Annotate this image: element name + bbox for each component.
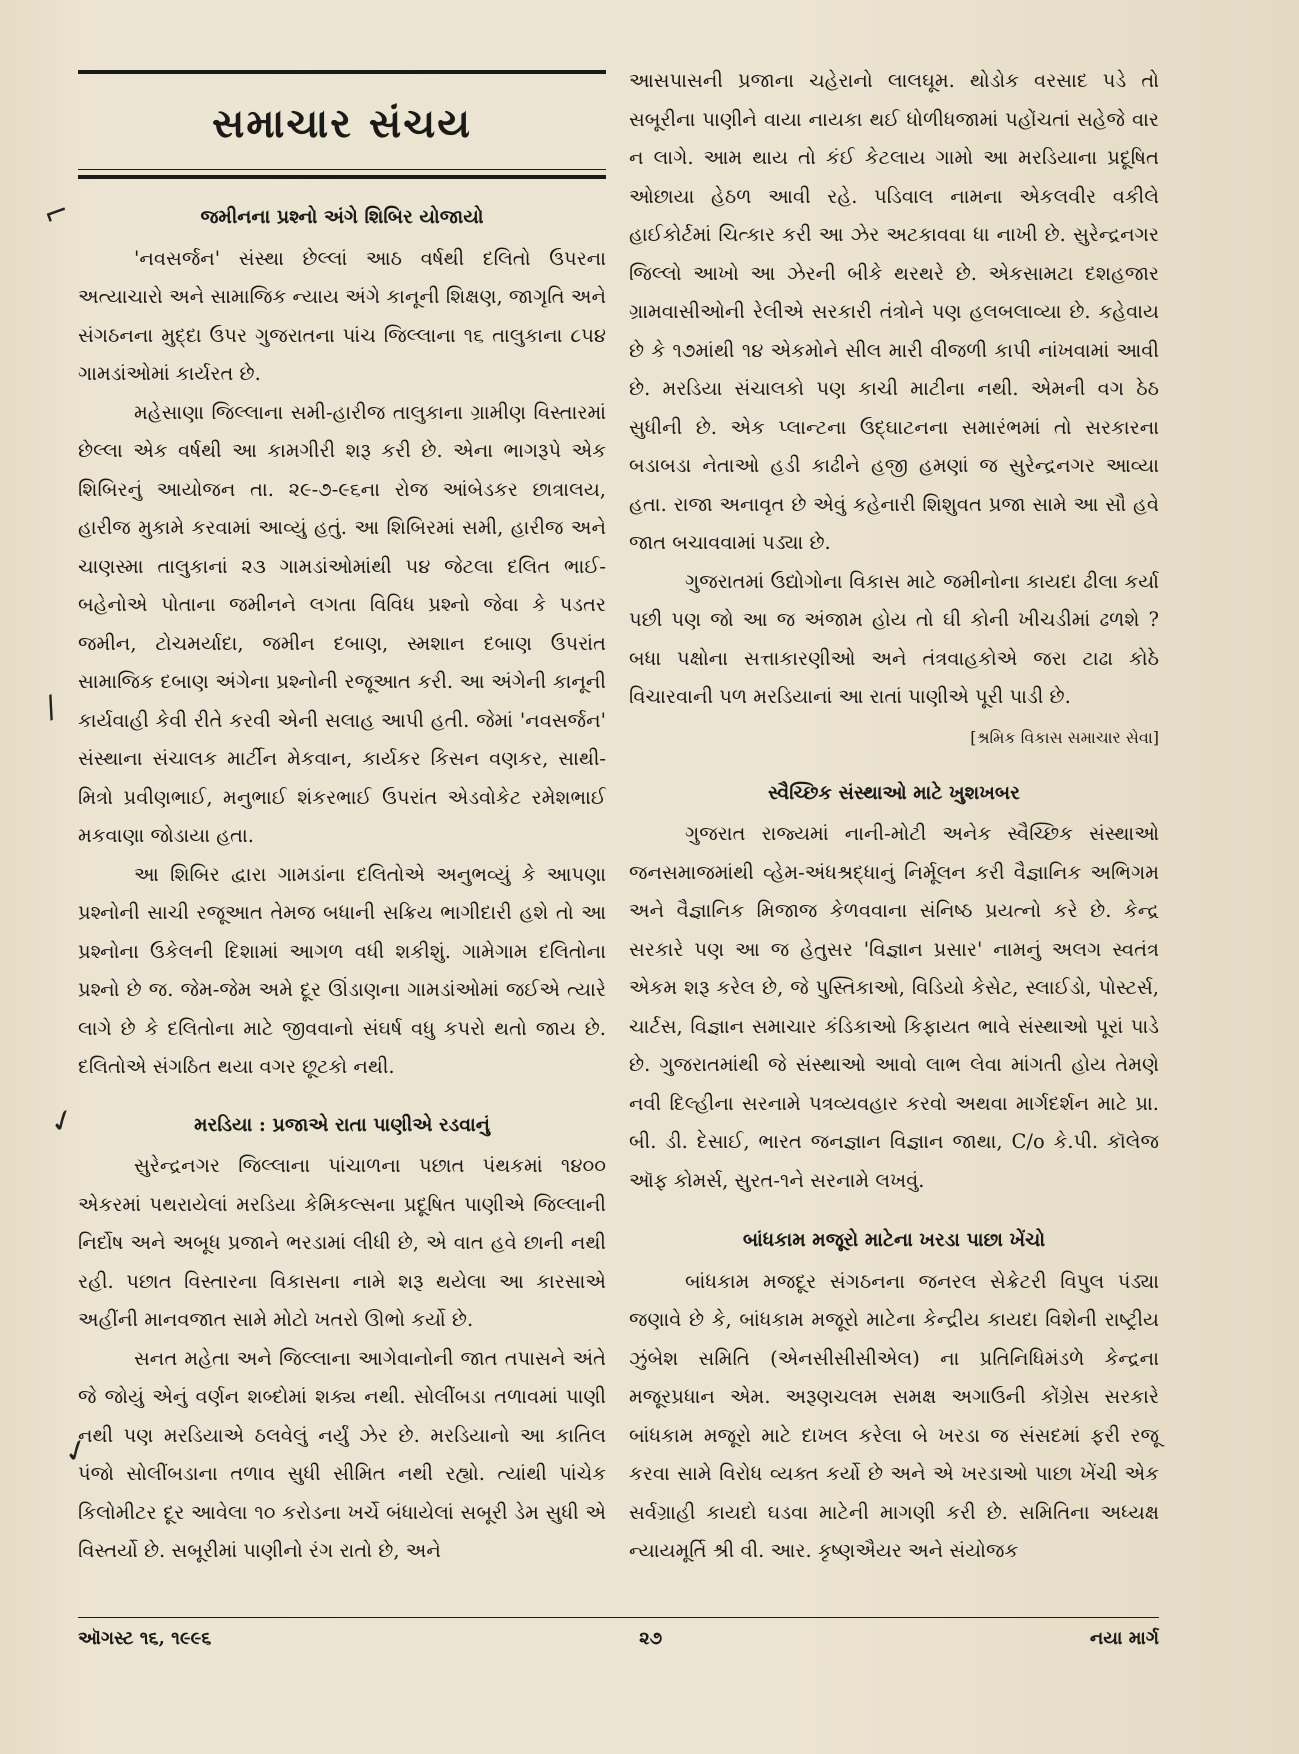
article-headline: મરડિયા : પ્રજાએ રાતા પાણીએ રડવાનું [194,1113,490,1136]
article-credit: [શ્રમિક વિકાસ સમાચાર સેવા] [970,727,1159,747]
masthead-bottom-rule [78,175,606,179]
article-headline: જમીનના પ્રશ્નો અંગે શિબિર યોજાયો [200,206,484,228]
page-footer [78,1617,1159,1649]
article-paragraph: બાંધકામ મજદૂર સંગઠનના જનરલ સેક્રેટરી વિપુલ પંડ્યા જણાવે છે કે, બાંધકામ મજૂરો માટેના કેન્દ્રીય કાયદા વિશેની રાષ્ટ્રીય ઝુંબેશ સમિતિ (એનસીસીસીએલ) ના પ્રતિનિધિમંડળે કેન્દ્રના મજૂરપ્રધાન એમ. અરૂણચલમ સમક્ષ અગાઉની કોંગ્રેસ સરકારે બાંધકામ મજૂરો માટે દાખલ કરેલા બે ખરડા જ સંસદમાં ફરી રજૂ કરવા સામે વિરોધ વ્યક્ત કર્યો છે અને એ ખરડાઓ પાછા ખેંચી એક સર્વગ્રાહી કાયદો ઘડવા માટેની માગણી કરી છે. સમિતિના અધ્યક્ષ ન્યાયમૂર્તિ શ્રી વી. આર. કૃષ્ણઐયર અને સંયોજક [629,1269,1159,1563]
article-voluntary-orgs [629,781,1159,1201]
article-paragraph: આ શિબિર દ્વારા ગામડાંના દલિતોએ અનુભવ્યું કે આપણા પ્રશ્નોની સાચી રજૂઆત તેમજ બધાની સક્રિય ભાગીદારી હશે તો આ પ્રશ્નોના ઉકેલની દિશામાં આગળ વધી શકીશું. ગામેગામ દલિતોના પ્રશ્નો છે જ. જેમ-જેમ અમે દૂર ઊંડાણના ગામડાંઓમાં જઈએ ત્યારે લાગે છે કે દલિતોના માટે જીવવાનો સંઘર્ષ વધુ કપરો થતો જાય છે. દલિતોએ સંગઠિત થયા વગર છૂટકો નથી. [78,862,606,1079]
article-paragraph: સુરેન્દ્રનગર જિલ્લાના પાંચાળના પછાત પંથકમાં ૧૪૦૦ એકરમાં પથરાયેલાં મરડિયા કેમિકલ્સના પ્રદૂષિત પાણીએ જિલ્લાની નિર્દોષ અને અબૂધ પ્રજાને ભરડામાં લીધી છે, એ વાત હવે છાની નથી રહી. પછાત વિસ્તારના વિકાસના નામે શરૂ થયેલા આ કારસાએ અહીંની માનવજાત સામે મોટો ખતરો ઊભો કર્યો છે. [78,1154,606,1332]
issue-date: ઑગસ્ટ ૧૬, ૧૯૯૬ [78,1628,212,1649]
page-number: ૨૭ [639,1628,663,1649]
masthead-thin-rule [78,169,606,170]
article-mardiya [78,1113,606,1571]
article-headline: બાંધકામ મજૂરો માટેના ખરડા પાછા ખેંચો [742,1229,1046,1252]
article-construction-workers [629,1228,1159,1571]
margin-tick-mark: / [40,689,62,726]
article-paragraph: આસપાસની પ્રજાના ચહેરાનો લાલઘૂમ. થોડોક વરસાદ પડે તો સબૂરીના પાણીને વાયા નાયકા થઈ ધોળીધજામાં પહોંચતાં સહેજે વાર ન લાગે. આમ થાય તો કંઈ કેટલાય ગામો આ મરડિયાના પ્રદૂષિત ઓછાયા હેઠળ આવી રહે. પડિવાલ નામના એકલવીર વકીલે હાઈકોર્ટમાં ચિત્કાર કરી આ ઝેર અટકાવવા ધા નાખી છે. સુરેન્દ્રનગર જિલ્લો આખો આ ઝેરની બીકે થરથરે છે. એકસામટા દશહજાર ગ્રામવાસીઓની રેલીએ સરકારી તંત્રોને પણ હલબલાવ્યા છે. કહેવાય છે કે ૧૭માંથી ૧૪ એકમોને સીલ મારી વીજળી કાપી નાંખવામાં આવી છે. મરડિયા સંચાલકો પણ કાચી માટીના નથી. એમની વગ ઠેઠ સુધીની છે. એક પ્લાન્ટના ઉદ્ઘાટનના સમારંભમાં તો સરકારના બડાબડા નેતાઓ હડી કાઢીને હજી હમણાં જ સુરેન્દ્રનગર આવ્યા હતા. રાજા અનાવૃત છે એવું કહેનારી શિશુવત પ્રજા સામે આ સૌ હવે જાત બચાવવામાં પડ્યા છે. [629,69,1159,554]
right-column [629,62,1159,1571]
article-paragraph: ગુજરાત રાજ્યમાં નાની-મોટી અનેક સ્વૈચ્છિક સંસ્થાઓ જનસમાજમાંથી વ્હેમ-અંધશ્રદ્ધાનું નિર્મૂલન કરી વૈજ્ઞાનિક અભિગમ અને વૈજ્ઞાનિક મિજાજ કેળવવાના સંનિષ્ઠ પ્રયત્નો કરે છે. કેન્દ્ર સરકારે પણ આ જ હેતુસર 'વિજ્ઞાન પ્રસાર' નામનું અલગ સ્વતંત્ર એકમ શરૂ કરેલ છે, જે પુસ્તિકાઓ, વિડિયો કેસેટ, સ્લાઈડો, પોસ્ટર્સ, ચાર્ટસ, વિજ્ઞાન સમાચાર કંડિકાઓ કિફાયત ભાવે સંસ્થાઓ પૂરાં પાડે છે. ગુજરાતમાંથી જે સંસ્થાઓ આવો લાભ લેવા માંગતી હોય તેમણે નવી દિલ્હીના સરનામે પત્રવ્યવહાર કરવો અથવા માર્ગદર્શન માટે પ્રા. બી. ડી. દેસાઈ, ભારત જનજ્ઞાન વિજ્ઞાન જાથા, C/o કે.પી. કૉલેજ ઑફ કોમર્સ, સુરત-૧ને સરનામે લખવું. [629,822,1159,1192]
article-mardiya-continued [629,62,1159,753]
margin-tick-mark: ⌐ [38,192,75,235]
article-paragraph: 'નવસર્જન' સંસ્થા છેલ્લાં આઠ વર્ષથી દલિતો ઉપરના અત્યાચારો અને સામાજિક ન્યાય અંગે કાનૂની શિક્ષણ, જાગૃતિ અને સંગઠનના મુદ્દા ઉપર ગુજરાતના પાંચ જિલ્લાના ૧૬ તાલુકાના ૮૫૪ ગામડાંઓમાં કાર્યરત છે. [78,246,606,386]
margin-tick-mark: ✓ [58,1430,95,1473]
article-land-camp [78,205,606,1087]
publication-name: નયા માર્ગ [1089,1628,1159,1649]
footer-rule [78,1617,1159,1618]
section-title: સમાચાર સંચય [211,100,472,147]
masthead-top-rule [78,70,606,74]
article-paragraph: ગુજરાતમાં ઉદ્યોગોના વિકાસ માટે જમીનોના કાયદા ઢીલા કર્યા પછી પણ જો આ જ અંજામ હોય તો ઘી કોની ખીચડીમાં ઢળશે ? બધા પક્ષોના સત્તાકારણીઓ અને તંત્રવાહકોએ જરા ટાઢા કોઠે વિચારવાની પળ મરડિયાનાં આ રાતાં પાણીએ પૂરી પાડી છે. [629,569,1159,708]
left-column [78,70,606,1571]
article-paragraph: સનત મહેતા અને જિલ્લાના આગેવાનોની જાત તપાસને અંતે જે જોયું એનું વર્ણન શબ્દોમાં શક્ય નથી. સોલીંબડા તળાવમાં પાણી નથી પણ મરડિયાએ ઠલવેલું નર્યું ઝેર છે. મરડિયાનો આ કાતિલ પંજો સોલીંબડાના તળાવ સુધી સીમિત નથી રહ્યો. ત્યાંથી પાંચેક કિલોમીટર દૂર આવેલા ૧૦ કરોડના ખર્ચે બંધાયેલાં સબૂરી ડેમ સુધી એ વિસ્તર્યો છે. સબૂરીમાં પાણીનો રંગ રાતો છે, અને [78,1346,606,1563]
article-headline: સ્વૈચ્છિક સંસ્થાઓ માટે ખુશખબર [768,781,1020,804]
article-paragraph: મહેસાણા જિલ્લાના સમી-હારીજ તાલુકાના ગ્રામીણ વિસ્તારમાં છેલ્લા એક વર્ષથી આ કામગીરી શરૂ કરી છે. એના ભાગરૂપે એક શિબિરનું આયોજન તા. ૨૯-૭-૯૬ના રોજ આંબેડકર છાત્રાલય, હારીજ મુકામે કરવામાં આવ્યું હતું. આ શિબિરમાં સમી, હારીજ અને ચાણસ્મા તાલુકાનાં ૨૩ ગામડાંઓમાંથી ૫૪ જેટલા દલિત ભાઈ-બહેનોએ પોતાના જમીનને લગતા વિવિધ પ્રશ્નો જેવા કે પડતર જમીન, ટોચમર્યાદા, જમીન દબાણ, સ્મશાન દબાણ ઉપરાંત સામાજિક દબાણ અંગેના પ્રશ્નોની રજૂઆત કરી. આ અંગેની કાનૂની કાર્યવાહી કેવી રીતે કરવી એની સલાહ આપી હતી. જેમાં 'નવસર્જન' સંસ્થાના સંચાલક માર્ટીન મેકવાન, કાર્યકર કિસન વણકર, સાથી-મિત્રો પ્રવીણભાઈ, મનુભાઈ શંકરભાઈ ઉપરાંત એડવોકેટ રમેશભાઈ મકવાણા જોડાયા હતા. [78,400,606,848]
margin-tick-mark: ✓ [44,1100,81,1143]
masthead [78,70,606,179]
